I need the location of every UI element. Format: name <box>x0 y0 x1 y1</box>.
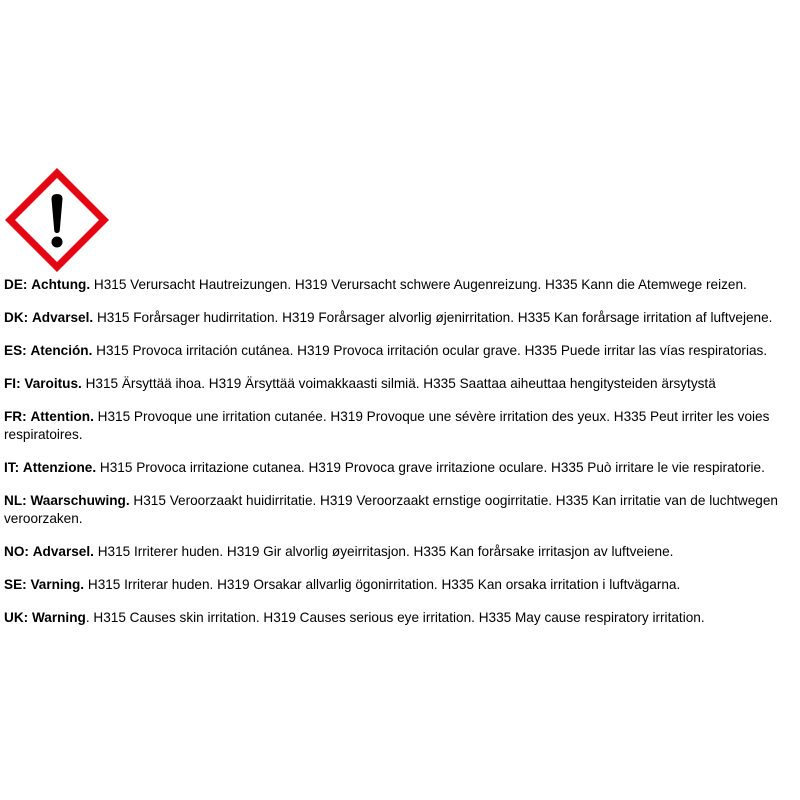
country-code: NL: <box>4 493 27 508</box>
hazard-pictogram <box>3 166 111 274</box>
country-code: DK: <box>4 310 29 325</box>
signal-word: Attenzione. <box>22 460 97 475</box>
country-code: ES: <box>4 343 27 358</box>
signal-word: Attention. <box>30 409 94 424</box>
country-code: NO: <box>4 544 29 559</box>
country-code: FI: <box>4 376 21 391</box>
signal-word: Achtung. <box>31 277 91 292</box>
country-code: FR: <box>4 409 27 424</box>
hazard-statements <box>4 276 800 642</box>
statement-text: . H315 Causes skin irritation. H319 Causes serious eye irritation. H335 May cause respiratory irritation. <box>85 610 705 625</box>
statement-text: H315 Provoque une irritation cutanée. H319 Provoque une sévère irritation des yeux. H335 Peut irriter les voies respiratoires. <box>4 409 770 442</box>
signal-word: Waarschuwing. <box>30 493 130 508</box>
statement-no <box>4 543 800 561</box>
signal-word: Varoitus. <box>24 376 82 391</box>
signal-word: Warning <box>31 610 86 625</box>
signal-word: Varning. <box>30 577 85 592</box>
statement-it <box>4 459 800 477</box>
statement-fr <box>4 408 800 444</box>
statement-de <box>4 276 800 294</box>
statement-fi <box>4 375 800 393</box>
signal-word: Advarsel. <box>31 310 94 325</box>
statement-nl <box>4 492 800 528</box>
country-code: IT: <box>4 460 20 475</box>
country-code: DE: <box>4 277 28 292</box>
statement-text: H315 Irriterer huden. H319 Gir alvorlig øyeirritasjon. H335 Kan forårsake irritasjon av luftveiene. <box>93 544 674 559</box>
country-code: UK: <box>4 610 29 625</box>
country-code: SE: <box>4 577 27 592</box>
exclamation-mark-icon <box>3 166 111 274</box>
statement-se <box>4 576 800 594</box>
statement-dk <box>4 309 800 327</box>
signal-word: Advarsel. <box>32 544 94 559</box>
signal-word: Atención. <box>30 343 93 358</box>
statement-uk <box>4 609 800 627</box>
statement-es <box>4 342 800 360</box>
statement-text: H315 Provoca irritación cutánea. H319 Provoca irritación ocular grave. H335 Puede irritar las vías respiratorias. <box>92 343 768 358</box>
exclamation-mark-dot <box>52 237 63 248</box>
statement-text: H315 Verursacht Hautreizungen. H319 Verursacht schwere Augenreizung. H335 Kann die Atemwege reizen. <box>90 277 747 292</box>
statement-text: H315 Ärsyttää ihoa. H319 Ärsyttää voimakkaasti silmiä. H335 Saattaa aiheuttaa hengitysteiden ärsytystä <box>81 376 716 391</box>
statement-text: H315 Provoca irritazione cutanea. H319 Provoca grave irritazione oculare. H335 Può irritare le vie respiratorie. <box>96 460 765 475</box>
statement-text: H315 Forårsager hudirritation. H319 Forårsager alvorlig øjenirritation. H335 Kan forårsage irritation af luftvejene. <box>93 310 773 325</box>
statement-text: H315 Irriterar huden. H319 Orsakar allvarlig ögonirritation. H335 Kan orsaka irritation i luftvägarna. <box>84 577 681 592</box>
statement-text: H315 Veroorzaakt huidirritatie. H319 Veroorzaakt ernstige oogirritatie. H335 Kan irritatie van de luchtwegen veroorzaken. <box>4 493 778 526</box>
